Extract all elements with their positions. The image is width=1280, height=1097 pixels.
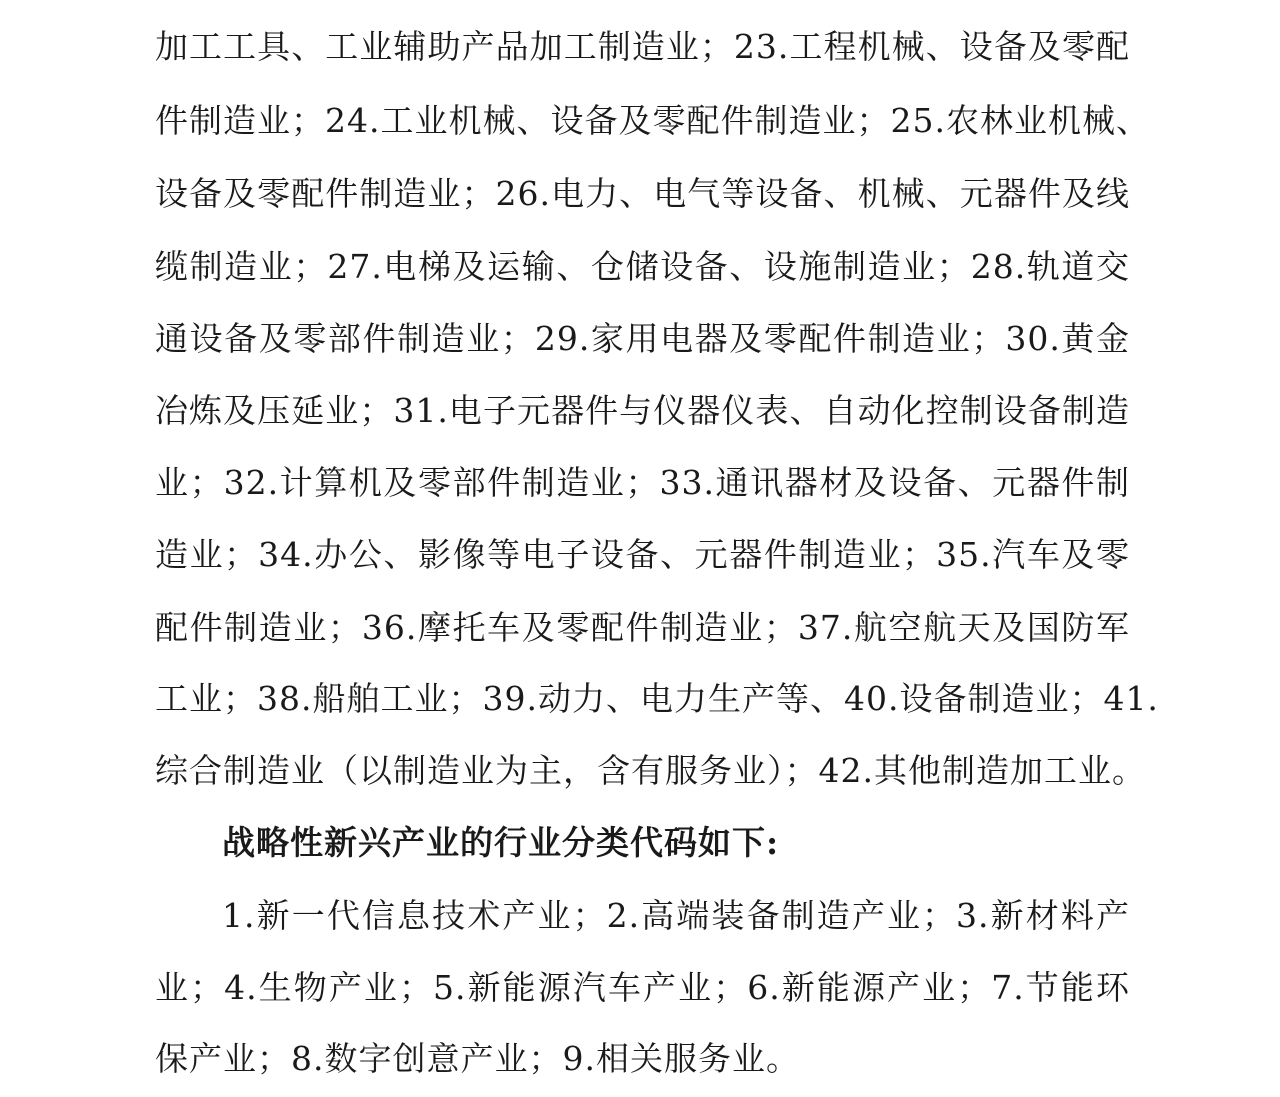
paragraph-line: 冶炼及压延业；31.电子元器件与仪器仪表、自动化控制设备制造	[155, 391, 1130, 430]
paragraph-line: 通设备及零部件制造业；29.家用电器及零配件制造业；30.黄金	[155, 319, 1130, 358]
paragraph-line: 件制造业；24.工业机械、设备及零配件制造业；25.农林业机械、	[155, 101, 1150, 140]
paragraph-line: 设备及零配件制造业；26.电力、电气等设备、机械、元器件及线	[155, 174, 1130, 213]
paragraph-line: 1.新一代信息技术产业；2.高端装备制造产业；3.新材料产	[222, 896, 1130, 935]
paragraph-line: 配件制造业；36.摩托车及零配件制造业；37.航空航天及国防军	[155, 608, 1130, 647]
paragraph-line: 综合制造业（以制造业为主，含有服务业）；42.其他制造加工业。	[155, 751, 1146, 790]
paragraph-line: 业；4.生物产业；5.新能源汽车产业；6.新能源产业；7.节能环	[155, 968, 1130, 1007]
paragraph-line: 造业；34.办公、影像等电子设备、元器件制造业；35.汽车及零	[155, 535, 1130, 574]
paragraph-line: 业；32.计算机及零部件制造业；33.通讯器材及设备、元器件制	[155, 463, 1130, 502]
paragraph-line: 缆制造业；27.电梯及运输、仓储设备、设施制造业；28.轨道交	[155, 247, 1130, 286]
paragraph-line: 工业；38.船舶工业；39.动力、电力生产等、40.设备制造业；41.	[155, 679, 1159, 718]
paragraph-line: 保产业；8.数字创意产业；9.相关服务业。	[155, 1039, 800, 1078]
section-heading: 战略性新兴产业的行业分类代码如下:	[222, 823, 780, 862]
paragraph-line: 加工工具、工业辅助产品加工制造业；23.工程机械、设备及零配	[155, 27, 1130, 66]
